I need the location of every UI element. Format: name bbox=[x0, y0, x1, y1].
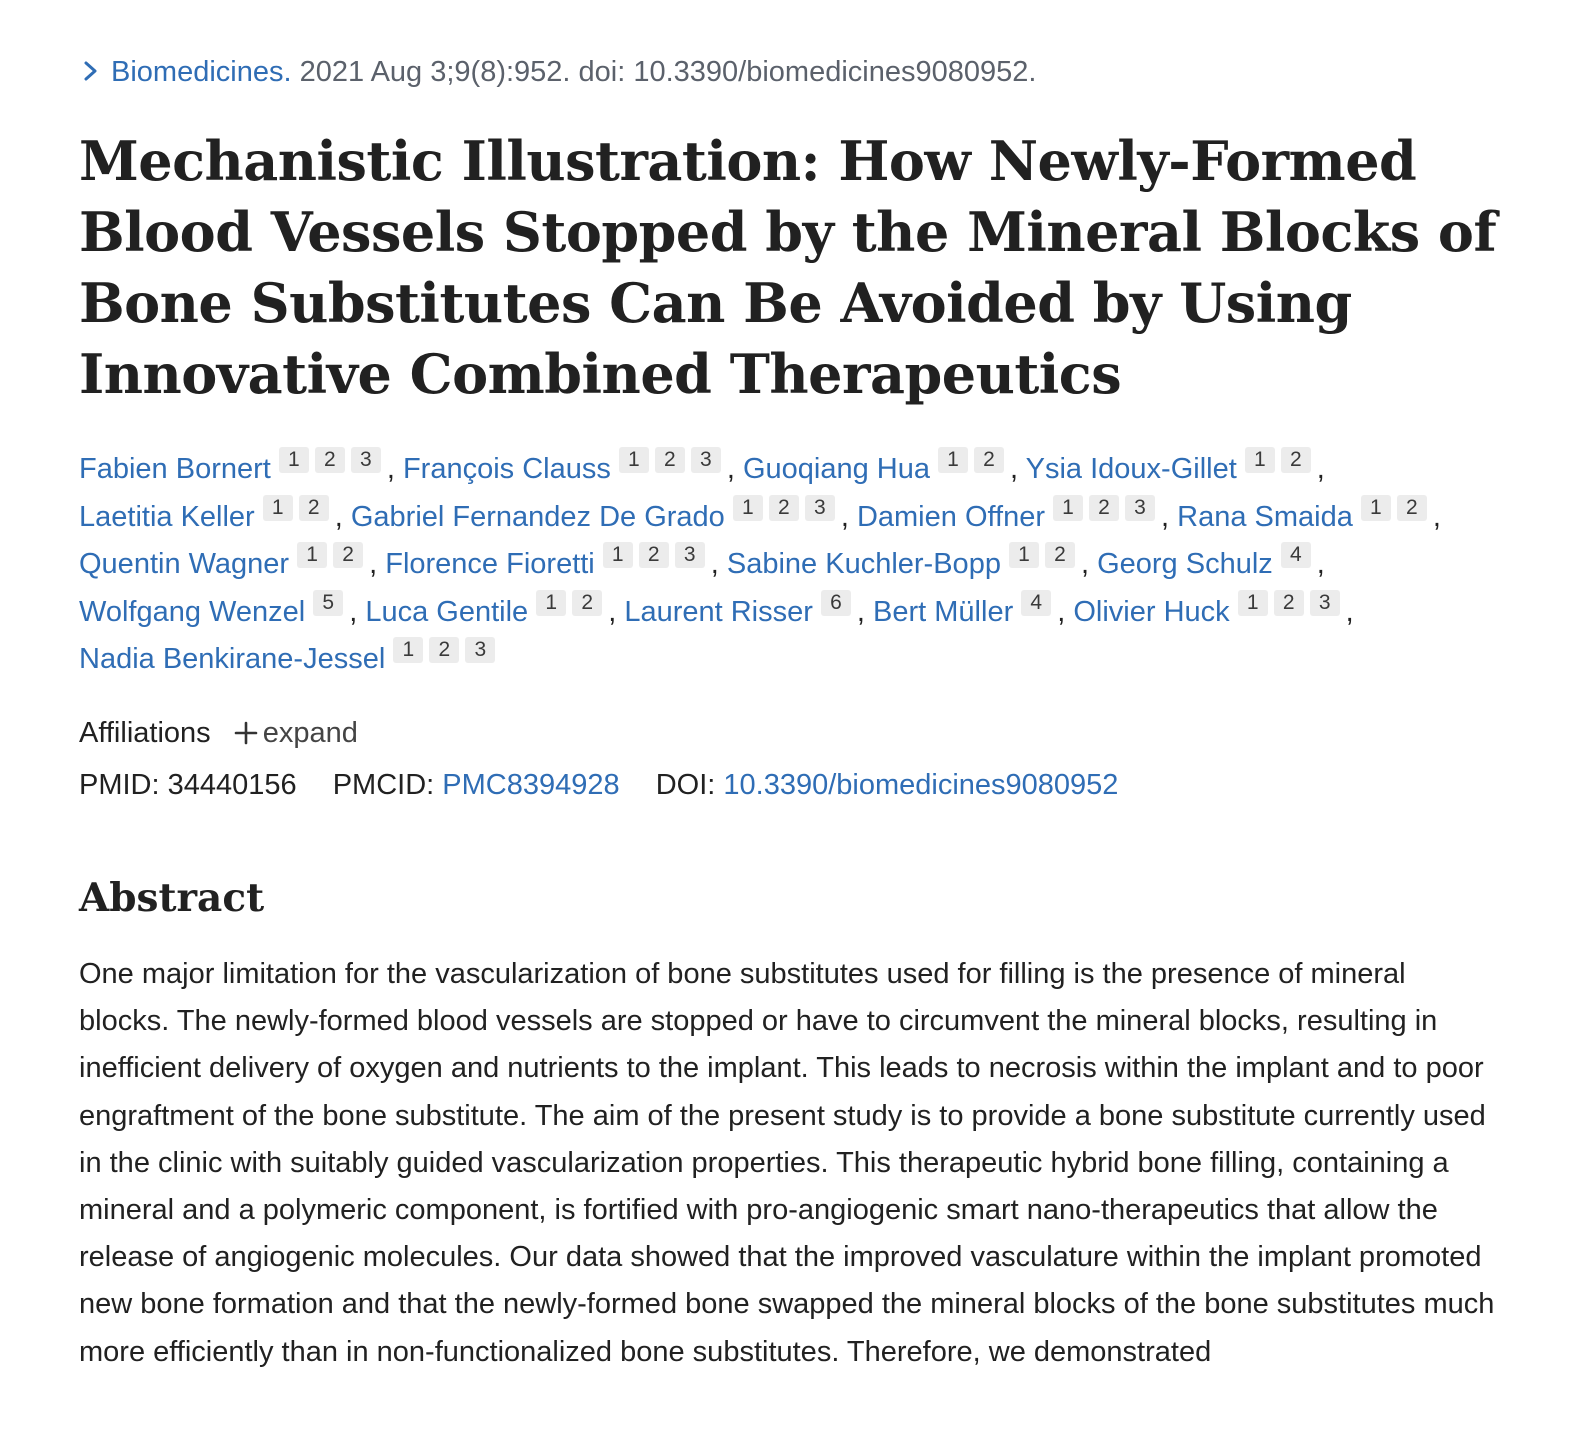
affiliations-expand-button[interactable] bbox=[233, 717, 358, 749]
affiliation-refs bbox=[733, 495, 841, 533]
affiliation-ref-badge[interactable]: 1 bbox=[393, 637, 423, 663]
author-item bbox=[365, 590, 608, 628]
chevron-right-icon[interactable] bbox=[79, 54, 103, 82]
author-name-link[interactable]: Guoqiang Hua bbox=[742, 453, 931, 485]
affiliation-ref-badge[interactable]: 2 bbox=[1281, 447, 1311, 473]
author-separator: , bbox=[1080, 548, 1090, 580]
author-name-link[interactable]: Fabien Bornert bbox=[79, 453, 271, 485]
article-title: Mechanistic Illustration: How Newly-Formed Blood Vessels Stopped by the Mineral Blocks of Bone Substitutes Can Be Avoided by Using Innovative Combined Therapeutics bbox=[79, 129, 1497, 406]
affiliation-ref-badge[interactable]: 2 bbox=[299, 495, 329, 521]
affiliations-row bbox=[79, 712, 358, 754]
author-item bbox=[385, 543, 711, 580]
author-item bbox=[1073, 590, 1345, 628]
affiliation-refs bbox=[263, 495, 335, 533]
author-name-link[interactable]: Laurent Risser bbox=[624, 595, 813, 628]
affiliation-ref-badge[interactable]: 1 bbox=[619, 447, 649, 473]
affiliation-ref-badge[interactable]: 1 bbox=[938, 447, 968, 473]
affiliation-ref-badge[interactable]: 2 bbox=[769, 495, 799, 521]
affiliation-ref-badge[interactable]: 2 bbox=[429, 637, 459, 663]
author-separator: , bbox=[349, 595, 358, 628]
author-item bbox=[1097, 543, 1317, 580]
author-item bbox=[856, 495, 1161, 533]
doi-link[interactable]: 10.3390/biomedicines9080952 bbox=[723, 769, 1119, 801]
affiliation-refs bbox=[1361, 495, 1433, 533]
affiliation-ref-badge[interactable]: 1 bbox=[1245, 447, 1275, 473]
author-separator: , bbox=[726, 453, 735, 485]
author-item bbox=[402, 448, 727, 485]
author-name-link[interactable]: Georg Schulz bbox=[1097, 548, 1273, 580]
affiliation-ref-badge[interactable]: 1 bbox=[536, 590, 566, 616]
affiliation-refs bbox=[603, 543, 711, 580]
expand-label: expand bbox=[262, 717, 358, 749]
author-name-link[interactable]: Gabriel Fernandez De Grado bbox=[350, 500, 725, 533]
affiliation-ref-badge[interactable]: 2 bbox=[1045, 542, 1075, 568]
author-separator: , bbox=[1345, 595, 1354, 628]
author-separator: , bbox=[710, 548, 719, 580]
affiliation-ref-badge[interactable]: 2 bbox=[974, 447, 1004, 473]
author-name-link[interactable]: Florence Fioretti bbox=[385, 548, 595, 580]
affiliation-ref-badge[interactable]: 4 bbox=[1281, 542, 1311, 568]
affiliation-ref-badge[interactable]: 1 bbox=[263, 495, 293, 521]
author-item bbox=[726, 543, 1081, 580]
author-name-link[interactable]: Rana Smaida bbox=[1177, 500, 1353, 533]
affiliation-ref-badge[interactable]: 2 bbox=[315, 447, 345, 473]
author-name-link[interactable]: Quentin Wagner bbox=[79, 548, 290, 580]
author-item bbox=[1025, 448, 1317, 485]
journal-link[interactable]: Biomedicines. bbox=[111, 56, 292, 88]
affiliation-ref-badge[interactable]: 1 bbox=[1238, 590, 1268, 616]
author-item bbox=[79, 590, 349, 628]
plus-icon bbox=[233, 716, 259, 742]
author-name-link[interactable]: Olivier Huck bbox=[1073, 595, 1230, 628]
author-name-link[interactable]: Luca Gentile bbox=[365, 595, 529, 628]
affiliation-ref-badge[interactable]: 2 bbox=[655, 447, 685, 473]
doi: DOI: 10.3390/biomedicines9080952 bbox=[655, 769, 1119, 801]
affiliation-ref-badge[interactable]: 2 bbox=[1089, 495, 1119, 521]
abstract-text: One major limitation for the vascularization of bone substitutes used for filling is the presence of mineral blocks. The newly-formed blood vessels are stopped or have to circumvent the mineral blocks, resulting in inefficient delivery of oxygen and nutrients to the implant. This leads to necrosis within the implant and to poor engraftment of the bone substitute. The aim of the present study is to provide a bone substitute currently used in the clinic with suitably guided vascularization properties. This therapeutic hybrid bone filling, containing a mineral and a polymeric component, is fortified with pro-angiogenic smart nano-therapeutics that allow the release of angiogenic molecules. Our data showed that the improved vasculature within the implant promoted new bone formation and that the newly-formed bone swapped the mineral blocks of the bone substitutes much more efficiently than in non-functionalized bone substitutes. Therefore, we demonstrated bbox=[79, 958, 1495, 1368]
affiliation-ref-badge[interactable]: 2 bbox=[639, 542, 669, 568]
affiliation-refs bbox=[1021, 590, 1057, 628]
affiliation-refs bbox=[1238, 590, 1346, 628]
affiliation-refs bbox=[1053, 495, 1161, 533]
affiliation-ref-badge[interactable]: 3 bbox=[675, 542, 705, 568]
affiliation-ref-badge[interactable]: 2 bbox=[572, 590, 602, 616]
author-name-link[interactable]: Bert Müller bbox=[873, 595, 1014, 628]
author-name-link[interactable]: Sabine Kuchler-Bopp bbox=[726, 548, 1001, 580]
author-separator: , bbox=[1316, 548, 1325, 580]
author-separator: , bbox=[1161, 500, 1170, 533]
author-item bbox=[1177, 495, 1433, 533]
author-name-link[interactable]: Nadia Benkirane-Jessel bbox=[79, 643, 386, 675]
affiliation-ref-badge[interactable]: 1 bbox=[733, 495, 763, 521]
author-separator: , bbox=[1010, 453, 1019, 485]
author-item bbox=[624, 590, 857, 628]
author-name-link[interactable]: Wolfgang Wenzel bbox=[79, 595, 306, 628]
abstract-heading: Abstract bbox=[79, 875, 265, 921]
author-separator: , bbox=[1316, 453, 1325, 485]
affiliation-ref-badge[interactable]: 2 bbox=[333, 542, 363, 568]
author-item bbox=[79, 638, 501, 675]
author-separator: , bbox=[856, 595, 865, 628]
affiliation-refs bbox=[393, 638, 501, 675]
affiliation-ref-badge[interactable]: 2 bbox=[1397, 495, 1427, 521]
author-separator: , bbox=[840, 500, 849, 533]
affiliation-ref-badge[interactable]: 2 bbox=[1274, 590, 1304, 616]
author-item bbox=[350, 495, 841, 533]
affiliation-ref-badge[interactable]: 3 bbox=[351, 447, 381, 473]
author-name-link[interactable]: Ysia Idoux-Gillet bbox=[1025, 453, 1237, 485]
pmid-value: 34440156 bbox=[167, 769, 297, 801]
affiliation-refs bbox=[938, 448, 1010, 485]
affiliation-ref-badge[interactable]: 3 bbox=[805, 495, 835, 521]
affiliation-ref-badge[interactable]: 1 bbox=[603, 542, 633, 568]
affiliations-label: Affiliations bbox=[79, 717, 211, 749]
author-separator: , bbox=[386, 453, 395, 485]
author-name-link[interactable]: François Clauss bbox=[402, 453, 611, 485]
affiliation-ref-badge[interactable]: 1 bbox=[1009, 542, 1039, 568]
affiliation-refs bbox=[279, 448, 387, 485]
author-name-link[interactable]: Damien Offner bbox=[856, 500, 1045, 533]
affiliation-ref-badge[interactable]: 3 bbox=[465, 637, 495, 663]
author-item bbox=[79, 448, 387, 485]
affiliation-ref-badge[interactable]: 3 bbox=[691, 447, 721, 473]
affiliation-ref-badge[interactable]: 1 bbox=[279, 447, 309, 473]
citation-details: 2021 Aug 3;9(8):952. doi: 10.3390/biomedicines9080952. bbox=[299, 56, 1037, 88]
affiliation-ref-badge[interactable]: 1 bbox=[1053, 495, 1083, 521]
affiliation-refs bbox=[619, 448, 727, 485]
author-name-link[interactable]: Laetitia Keller bbox=[79, 500, 255, 533]
identifiers-row bbox=[79, 764, 1146, 806]
author-item bbox=[873, 590, 1057, 628]
affiliation-refs bbox=[536, 590, 608, 628]
author-separator: , bbox=[1432, 500, 1441, 533]
affiliation-ref-badge[interactable]: 6 bbox=[821, 590, 851, 616]
authors-list bbox=[79, 446, 1519, 684]
affiliation-ref-badge[interactable]: 1 bbox=[1361, 495, 1391, 521]
author-separator: , bbox=[334, 500, 343, 533]
affiliation-refs bbox=[821, 590, 857, 628]
affiliation-ref-badge[interactable]: 4 bbox=[1021, 590, 1051, 616]
author-item bbox=[79, 543, 369, 580]
author-separator: , bbox=[1057, 595, 1066, 628]
affiliation-refs bbox=[1281, 543, 1317, 580]
affiliation-ref-badge[interactable]: 5 bbox=[313, 590, 343, 616]
affiliation-ref-badge[interactable]: 3 bbox=[1310, 590, 1340, 616]
author-item bbox=[79, 495, 335, 533]
pmid: PMID: 34440156 bbox=[79, 769, 297, 801]
affiliation-refs bbox=[297, 543, 369, 580]
citation-line bbox=[79, 50, 1036, 94]
affiliation-ref-badge[interactable]: 1 bbox=[297, 542, 327, 568]
affiliation-refs bbox=[1245, 448, 1317, 485]
affiliation-ref-badge[interactable]: 3 bbox=[1125, 495, 1155, 521]
author-item bbox=[742, 448, 1010, 485]
affiliation-refs bbox=[1009, 543, 1081, 580]
pmcid-link[interactable]: PMC8394928 bbox=[442, 769, 620, 801]
pmcid: PMCID: PMC8394928 bbox=[332, 769, 620, 801]
author-separator: , bbox=[608, 595, 617, 628]
author-separator: , bbox=[369, 548, 378, 580]
affiliation-refs bbox=[313, 590, 349, 628]
